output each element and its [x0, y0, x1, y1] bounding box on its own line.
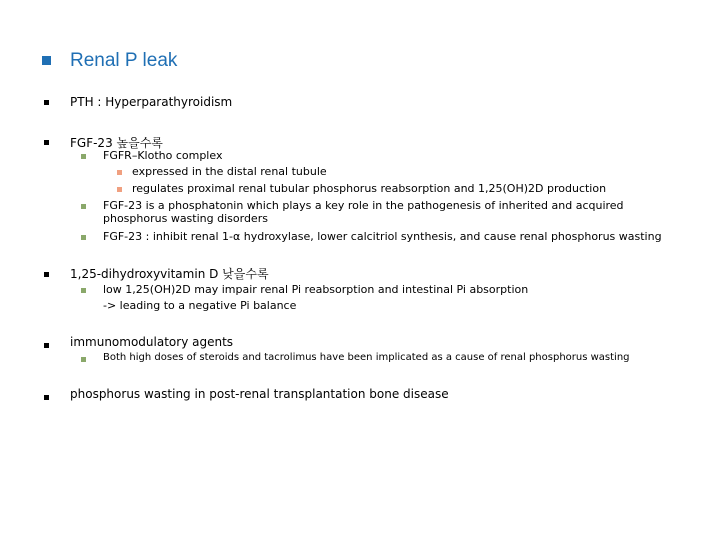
sub-bullet-phosphatonin-line1: FGF-23 is a phosphatonin which plays a key role in the pathogenesis of inherited and acquired — [103, 199, 624, 212]
sub-sub-bullet-expressed: expressed in the distal renal tubule — [132, 165, 327, 178]
slide-title: Renal P leak — [70, 50, 178, 71]
sub-sub-bullet-regulates: regulates proximal renal tubular phosphorus reabsorption and 1,25(OH)2D production — [132, 182, 607, 195]
bullet-pth: PTH : Hyperparathyroidism — [70, 95, 233, 109]
sub-bullet-klotho: FGFR–Klotho complex — [103, 149, 223, 162]
sub-bullet-phosphatonin-line2: phosphorus wasting disorders — [103, 212, 268, 225]
sub-sub-bullet-icon — [117, 187, 122, 192]
sub-bullet-vitd-line2: -> leading to a negative Pi balance — [103, 299, 297, 312]
bullet-icon — [44, 140, 49, 145]
bullet-icon — [44, 100, 49, 105]
sub-bullet-icon — [81, 288, 86, 293]
sub-bullet-immuno: Both high doses of steroids and tacrolimus have been implicated as a cause of renal phosphorus wasting — [103, 352, 630, 363]
bullet-vitd: 1,25-dihydroxyvitamin D 낮을수록 — [70, 267, 269, 281]
sub-bullet-icon — [81, 235, 86, 240]
title-bullet-icon — [42, 56, 51, 65]
sub-bullet-icon — [81, 154, 86, 159]
bullet-immuno: immunomodulatory agents — [70, 335, 234, 349]
sub-bullet-icon — [81, 204, 86, 209]
sub-sub-bullet-icon — [117, 170, 122, 175]
sub-bullet-vitd-line1: low 1,25(OH)2D may impair renal Pi reabsorption and intestinal Pi absorption — [103, 283, 529, 296]
bullet-fgf23: FGF-23 높을수록 — [70, 136, 163, 150]
bullet-icon — [44, 272, 49, 277]
sub-bullet-inhibit: FGF-23 : inhibit renal 1-α hydroxylase, lower calcitriol synthesis, and cause renal phosphorus wasting — [103, 230, 662, 243]
bullet-post: phosphorus wasting in post-renal transplantation bone disease — [70, 387, 449, 401]
bullet-icon — [44, 343, 49, 348]
sub-bullet-icon — [81, 357, 86, 362]
bullet-icon — [44, 395, 49, 400]
